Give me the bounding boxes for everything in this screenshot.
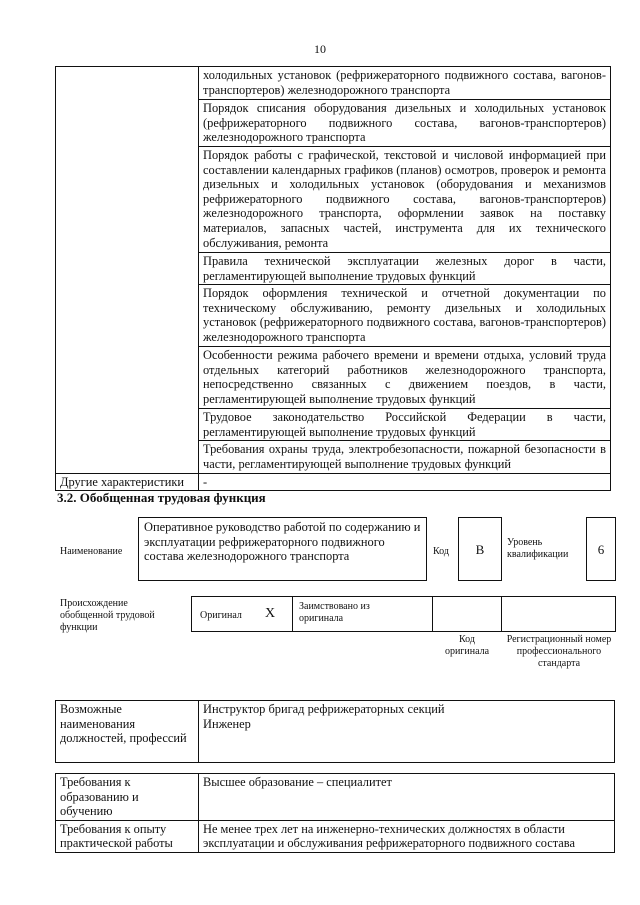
origin-label: Происхождение обобщенной трудовой функции bbox=[60, 598, 155, 633]
table-row bbox=[56, 100, 611, 147]
requirement-label: Требования к опыту практической работы bbox=[56, 820, 199, 852]
table-cell-label bbox=[56, 347, 199, 409]
table-cell-value: - bbox=[199, 473, 611, 491]
name-value: Оперативное руководство работой по содержанию и эксплуатации рефрижераторного подвижного состава железнодорожного транспорта bbox=[144, 520, 421, 564]
position-item: Инженер bbox=[203, 716, 251, 731]
table-cell-label bbox=[56, 67, 199, 100]
table-row bbox=[56, 67, 611, 100]
table-row bbox=[56, 820, 615, 852]
table-row bbox=[56, 285, 611, 347]
table-cell-label bbox=[56, 285, 199, 347]
page-number: 10 bbox=[314, 42, 326, 56]
table-cell-label bbox=[56, 253, 199, 285]
table-cell-value: холодильных установок (рефрижераторного подвижного состава, вагонов-транспортеров) железнодорожного транспорта bbox=[199, 67, 611, 100]
reg-caption: Регистрационный номер профессионального стандарта bbox=[506, 634, 612, 669]
position-item: Инструктор бригад рефрижераторных секций bbox=[203, 702, 445, 716]
level-value: 6 bbox=[586, 517, 616, 581]
original-cell bbox=[191, 596, 293, 632]
table-cell-value: Порядок работы с графической, текстовой и числовой информацией при составлении календарных графиков (планов) осмотров, проверок и ремонта дизельных и холодильных установок (оборудования и механизмов рефрижераторного подвижного состава, вагонов-транспортеров) железнодорожного транспорта, оформлении заявок на поставку материалов, запасных частей, инструмента для их технического обслуживания, ремонта bbox=[199, 147, 611, 253]
original-mark: X bbox=[265, 606, 276, 621]
table-cell-value: Трудовое законодательство Российской Федерации в части, регламентирующей выполнение трудовых функций bbox=[199, 409, 611, 441]
table-row bbox=[56, 441, 611, 473]
table-cell-value: Правила технической эксплуатации железных дорог в части, регламентирующей выполнение трудовых функций bbox=[199, 253, 611, 285]
table-cell-label bbox=[56, 441, 199, 473]
table-row bbox=[56, 409, 611, 441]
code-caption: Код оригинала bbox=[444, 634, 490, 657]
table-cell-label bbox=[56, 409, 199, 441]
table-cell-value: Порядок списания оборудования дизельных и холодильных установок (рефрижераторного подвижного состава, вагонов-транспортеров) железнодорожного транспорта bbox=[199, 100, 611, 147]
reg-number-cell bbox=[501, 596, 616, 632]
table-row bbox=[56, 774, 615, 821]
table-row bbox=[56, 347, 611, 409]
table-cell-label bbox=[56, 147, 199, 253]
level-label: Уровень квалификации bbox=[507, 537, 569, 560]
requirement-value: Не менее трех лет на инженерно-технических должностях в области эксплуатации и обслуживания рефрижераторного подвижного состава bbox=[199, 820, 615, 852]
original-label: Оригинал bbox=[200, 610, 242, 621]
knowledge-table bbox=[55, 66, 611, 491]
origin-code-cell bbox=[432, 596, 502, 632]
table-cell-value: Порядок оформления технической и отчетной документации по техническому обслуживанию, ремонту дизельных и холодильных установок (рефрижераторного подвижного состава, вагонов-транспортеров) железнодорожного транспорта bbox=[199, 285, 611, 347]
table-row bbox=[56, 473, 611, 491]
table-row bbox=[56, 147, 611, 253]
table-cell-label: Другие характеристики bbox=[56, 473, 199, 491]
table-cell-value: Особенности режима рабочего времени и времени отдыха, условий труда отдельных категорий работников железнодорожного транспорта, непосредственно связанных с движением поездов, в части, регламентирующей выполнение трудовых функций bbox=[199, 347, 611, 409]
requirement-value: Высшее образование – специалитет bbox=[199, 774, 615, 821]
name-label: Наименование bbox=[60, 546, 123, 557]
positions-values bbox=[199, 701, 615, 763]
code-value: В bbox=[458, 517, 502, 581]
section-title: 3.2. Обобщенная трудовая функция bbox=[57, 490, 266, 505]
positions-table bbox=[55, 700, 615, 763]
requirements-table bbox=[55, 773, 615, 853]
requirement-label: Требования к образованию и обучению bbox=[56, 774, 199, 821]
borrowed-label: Заимствовано из оригинала bbox=[299, 601, 370, 624]
borrowed-cell bbox=[292, 596, 433, 632]
table-cell-label bbox=[56, 100, 199, 147]
table-cell-value: Требования охраны труда, электробезопасности, пожарной безопасности в части, регламентирующей выполнение трудовых функций bbox=[199, 441, 611, 473]
table-row bbox=[56, 701, 615, 763]
table-row bbox=[56, 253, 611, 285]
positions-label: Возможные наименования должностей, профессий bbox=[56, 701, 199, 763]
code-label: Код bbox=[433, 546, 449, 557]
name-value-box bbox=[138, 517, 427, 581]
